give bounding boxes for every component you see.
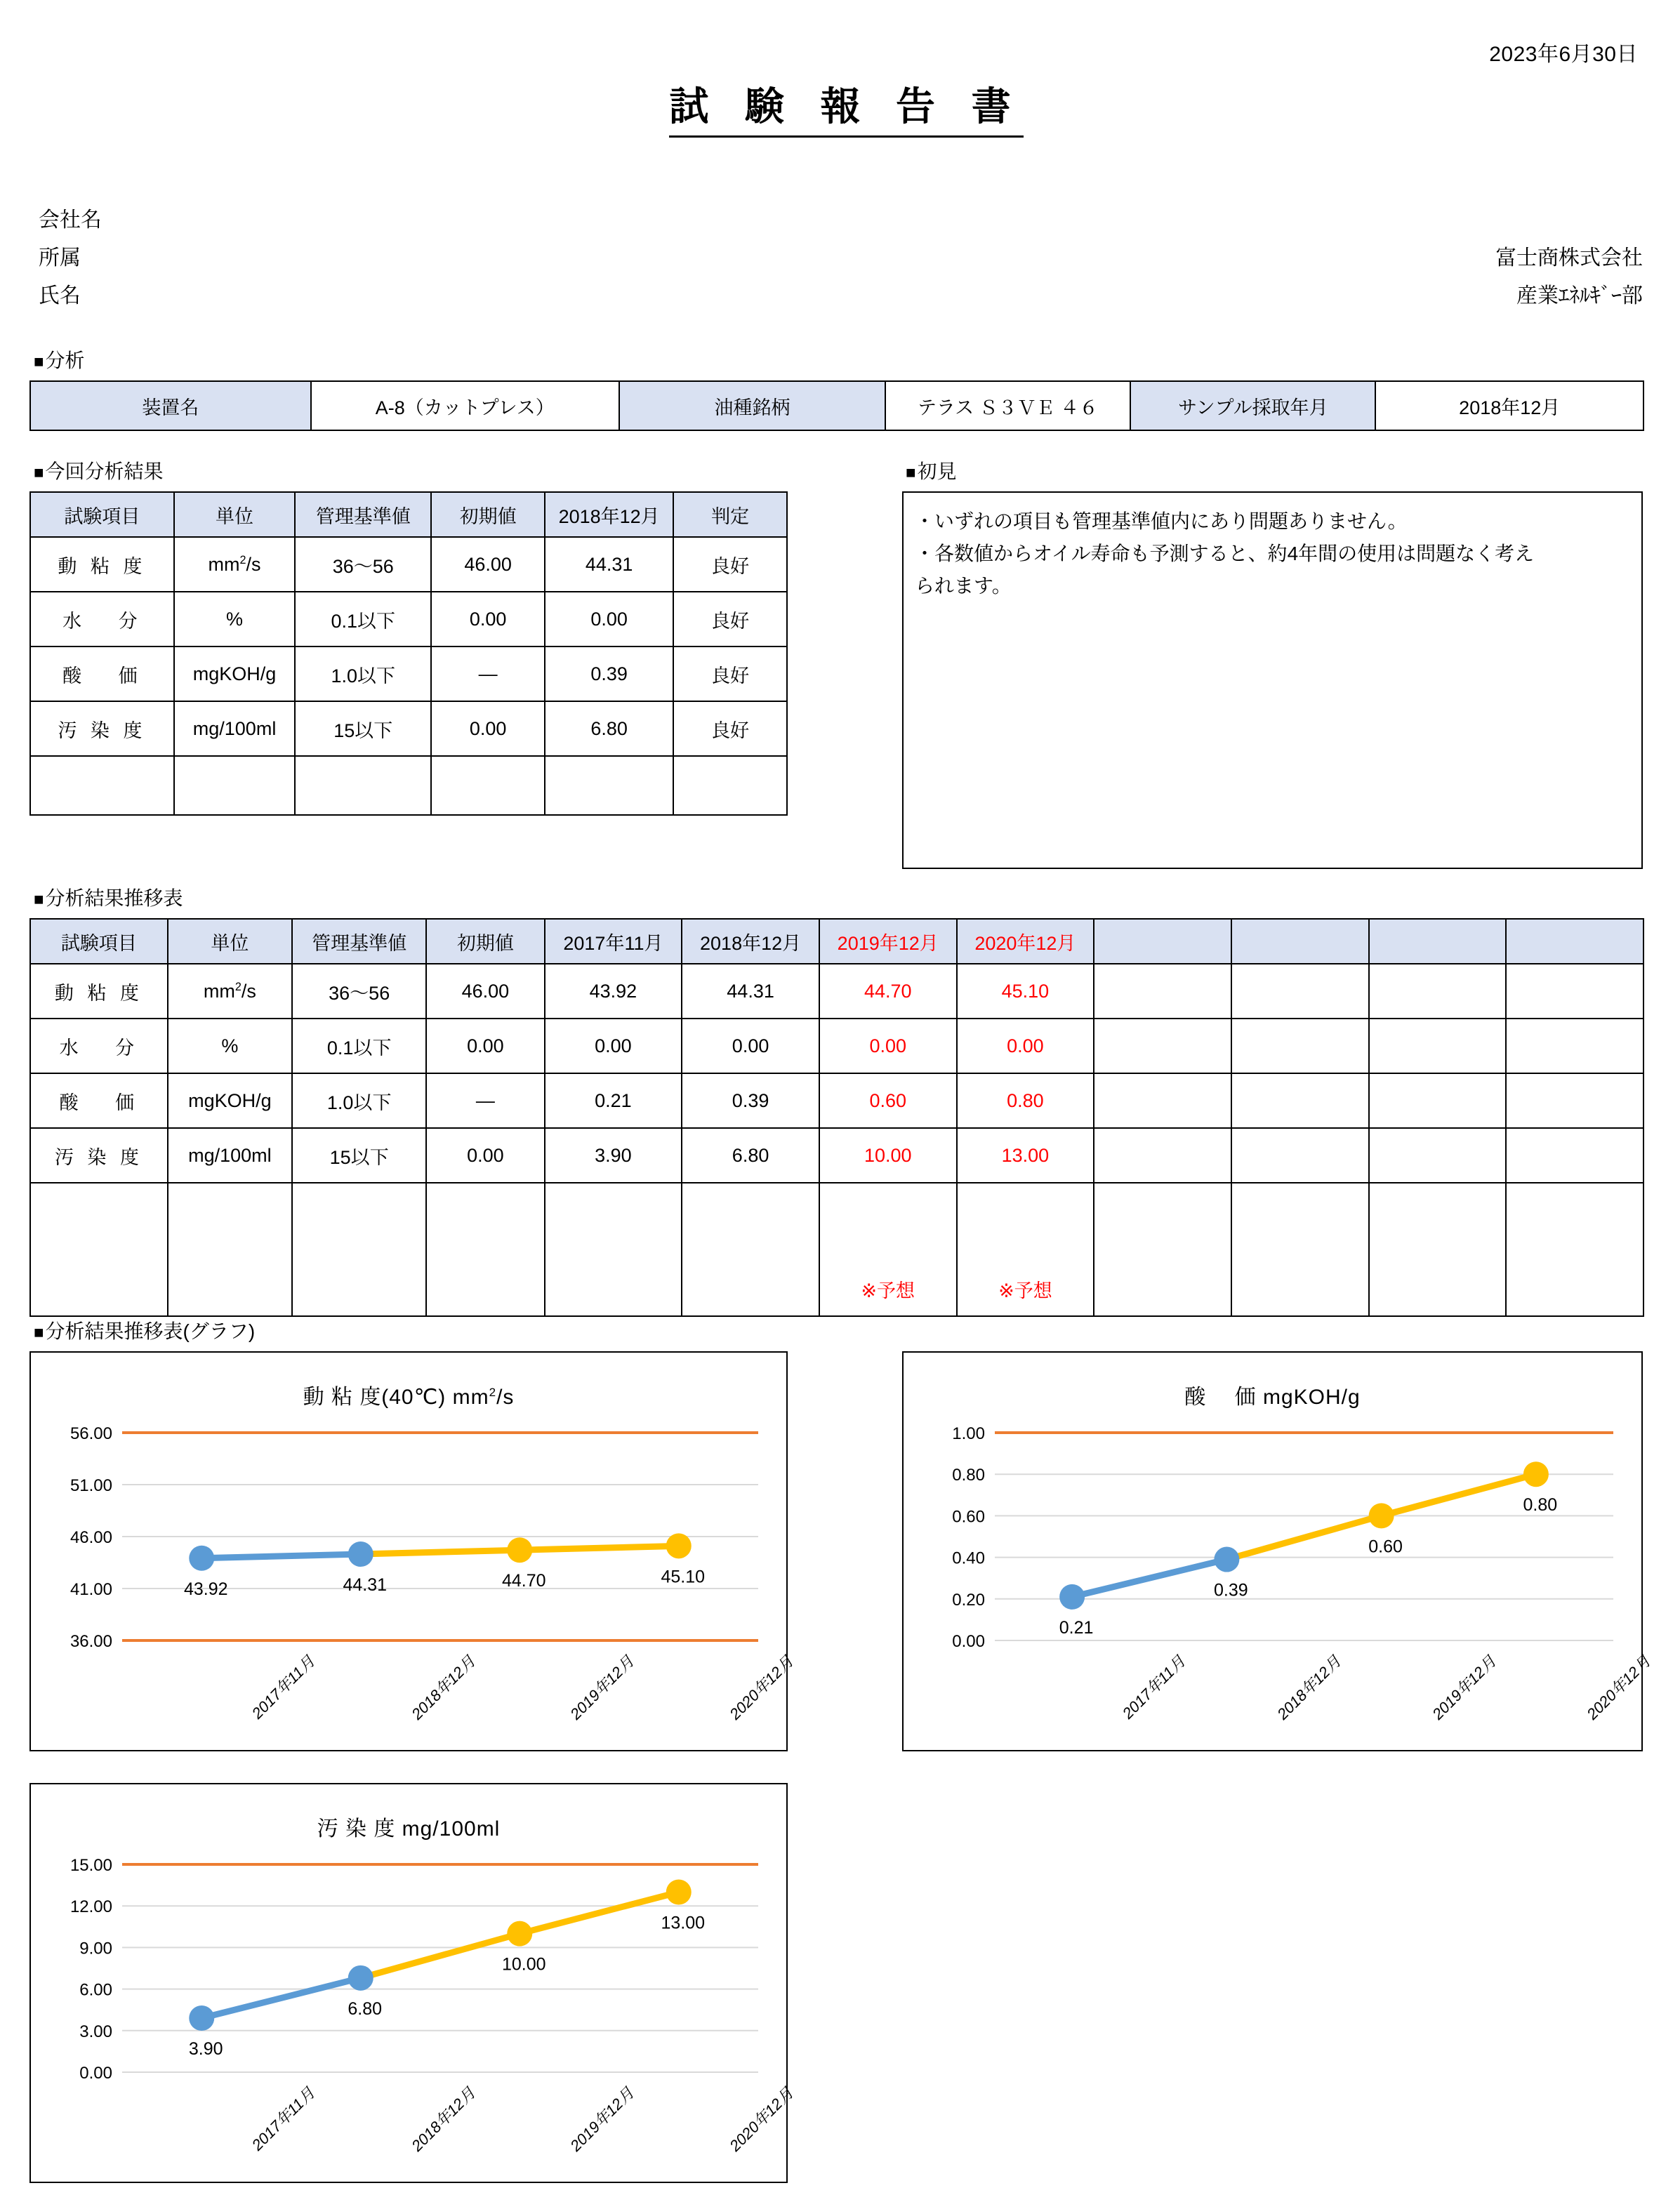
y-axis-tick-label: 41.00 [70, 1580, 112, 1599]
sample-label: サンプル採取年月 [1130, 381, 1375, 430]
x-axis-tick-label: 2017年11月 [1118, 1652, 1189, 1723]
col-header-2017-11: 2017年11月 [545, 919, 682, 964]
data-point-label: 0.39 [1214, 1580, 1248, 1600]
cell-2020-12: 0.00 [957, 1019, 1094, 1073]
data-point-label: 3.90 [188, 2039, 223, 2060]
company-label: 会社名 [39, 208, 102, 232]
data-point [1214, 1547, 1239, 1572]
cell-limit: 15以下 [292, 1128, 426, 1183]
cell-2019-12: 10.00 [819, 1128, 957, 1183]
y-axis-tick-label: 46.00 [70, 1528, 112, 1547]
col-header-item: 試験項目 [30, 492, 174, 537]
x-axis-tick-label: 2017年11月 [248, 2083, 319, 2154]
cell-limit: 0.1以下 [292, 1019, 426, 1073]
cell-2017-11: 43.92 [545, 964, 682, 1019]
party-row-name [39, 278, 1643, 316]
y-axis-tick-label: 0.20 [952, 1590, 985, 1610]
cell-limit: 15以下 [295, 701, 431, 756]
x-axis-tick-label: 2018年12月 [407, 2083, 479, 2155]
findings-line-3: られます。 [915, 575, 1012, 597]
table-row [30, 701, 787, 756]
col-header-unit: 単位 [174, 492, 295, 537]
table-header-row [30, 492, 787, 537]
cell-unit: % [174, 592, 295, 646]
cell-empty [1369, 1019, 1507, 1073]
y-axis-tick-label: 0.00 [79, 2064, 112, 2083]
x-axis-tick-label: 2017年11月 [248, 1652, 319, 1723]
col-header-initial: 初期値 [431, 492, 545, 537]
analysis-bar-table [29, 380, 1644, 431]
cell-2020-12: 45.10 [957, 964, 1094, 1019]
table-row [30, 1073, 1643, 1128]
data-point [348, 1965, 373, 1991]
cell-verdict: 良好 [673, 646, 787, 701]
section-heading-analysis: ■ 分析 [34, 345, 85, 373]
cell-item: 水 分 [30, 1019, 168, 1073]
section-heading-trend-graph: ■ 分析結果推移表(グラフ) [34, 1316, 255, 1344]
section-heading-current-result: ■ 今回分析結果 [34, 456, 164, 484]
y-axis-tick-label: 0.80 [952, 1466, 985, 1485]
data-point [1369, 1503, 1394, 1528]
cell-empty [1094, 1128, 1231, 1183]
y-axis-tick-label: 6.00 [79, 1980, 112, 2000]
cell-empty [1231, 1019, 1369, 1073]
series-line [361, 1550, 520, 1554]
cell-empty [1369, 1128, 1507, 1183]
party-block [39, 202, 1643, 316]
cell-limit: 36〜56 [292, 964, 426, 1019]
trend-table [29, 918, 1644, 1317]
cell-unit: % [168, 1019, 292, 1073]
name-label: 氏名 [39, 284, 81, 307]
col-header-empty-1 [1094, 919, 1231, 964]
device-value: A-8（カットプレス） [311, 381, 619, 430]
data-point [507, 1921, 532, 1947]
page-title-text: 試 験 報 告 書 [669, 84, 1023, 138]
table-row-spacer [30, 756, 787, 815]
cell-2018-12: 6.80 [682, 1128, 819, 1183]
col-header-empty-3 [1369, 919, 1507, 964]
y-axis-tick-label: 51.00 [70, 1476, 112, 1495]
document-date: 2023年6月30日 [1489, 43, 1638, 66]
series-line [201, 1554, 361, 1558]
chart-title-acid-value: 酸 価 mgKOH/g [1184, 1386, 1361, 1409]
col-header-item: 試験項目 [30, 919, 168, 964]
col-header-2020-12: 2020年12月 [957, 919, 1094, 964]
cell-empty [1094, 964, 1231, 1019]
x-axis-tick-label: 2019年12月 [567, 1652, 638, 1723]
series-line [1226, 1516, 1381, 1559]
cell-2019-12: 0.60 [819, 1073, 957, 1128]
data-point-label: 10.00 [501, 1954, 546, 1975]
chart-title-contamination: 汚 染 度 mg/100ml [317, 1817, 501, 1841]
cell-initial: 46.00 [426, 964, 544, 1019]
y-axis-tick-label: 9.00 [79, 1939, 112, 1958]
series-line [1072, 1560, 1226, 1597]
cell-limit: 1.0以下 [295, 646, 431, 701]
x-axis-tick-label: 2018年12月 [1274, 1652, 1345, 1723]
chart-title-sup: 2 [489, 1386, 497, 1399]
affiliation-value: 富士商株式会社 [1495, 246, 1643, 270]
cell-2018-12: 0.39 [682, 1073, 819, 1128]
table-row [30, 537, 787, 592]
table-row [30, 592, 787, 646]
y-axis-tick-label: 0.40 [952, 1549, 985, 1568]
findings-line-1: ・いずれの項目も管理基準値内にあり問題ありません。 [915, 510, 1408, 532]
cell-verdict: 良好 [673, 592, 787, 646]
data-point [666, 1533, 692, 1558]
plot-area-acid-value [904, 1423, 1654, 1725]
cell-2020-12: 13.00 [957, 1128, 1094, 1183]
cell-2018-12: 44.31 [545, 537, 673, 592]
data-point-label: 0.60 [1368, 1537, 1403, 1557]
table-row [30, 1128, 1643, 1183]
y-axis-tick-label: 3.00 [79, 2022, 112, 2041]
plot-svg-contamination [31, 1855, 786, 2156]
oil-value: テラス Ｓ３ＶＥ ４６ [885, 381, 1130, 430]
cell-empty [1231, 964, 1369, 1019]
data-point [348, 1541, 373, 1567]
x-axis-tick-label: 2020年12月 [1583, 1652, 1654, 1723]
cell-2018-12: 6.80 [545, 701, 673, 756]
cell-unit: $mm^2/s$ [168, 964, 292, 1019]
cell-item: 汚 染 度 [30, 1128, 168, 1183]
cell-empty [1369, 1073, 1507, 1128]
cell-2020-12: 0.80 [957, 1073, 1094, 1128]
findings-line-2: ・各数値からオイル寿命も予測すると、約4年間の使用は問題なく考え [915, 543, 1535, 564]
cell-2017-11: 0.00 [545, 1019, 682, 1073]
data-point [666, 1879, 692, 1904]
oil-label: 油種銘柄 [619, 381, 885, 430]
data-point-label: 43.92 [183, 1579, 228, 1599]
cell-empty [1506, 1128, 1643, 1183]
cell-initial: 0.00 [426, 1019, 544, 1073]
cell-verdict: 良好 [673, 701, 787, 756]
series-line [361, 1934, 520, 1978]
cell-2018-12: 0.39 [545, 646, 673, 701]
affiliation-label: 所属 [39, 246, 81, 270]
x-axis-tick-label: 2019年12月 [567, 2083, 638, 2155]
col-header-2019-12: 2019年12月 [819, 919, 957, 964]
data-point-label: 44.70 [501, 1571, 546, 1591]
x-axis-tick-label: 2020年12月 [725, 1652, 797, 1723]
cell-initial: 0.00 [426, 1128, 544, 1183]
y-axis-tick-label: 0.60 [952, 1507, 985, 1527]
col-header-2018-12: 2018年12月 [682, 919, 819, 964]
cell-2018-12: 0.00 [682, 1019, 819, 1073]
series-line [201, 1978, 361, 2018]
series-line [1382, 1474, 1536, 1516]
chart-viscosity [29, 1351, 797, 1751]
device-label: 装置名 [30, 381, 311, 430]
cell-unit: mg/100ml [174, 701, 295, 756]
cell-item: 汚 染 度 [30, 701, 174, 756]
cell-limit: 1.0以下 [292, 1073, 426, 1128]
forecast-note-2020: ※予想 [957, 1183, 1094, 1316]
chart-title-viscosity [31, 1379, 786, 1410]
col-header-limit: 管理基準値 [295, 492, 431, 537]
col-header-unit: 単位 [168, 919, 292, 964]
x-axis-tick-label: 2018年12月 [407, 1652, 479, 1723]
cell-2018-12: 44.31 [682, 964, 819, 1019]
cell-2017-11: 0.21 [545, 1073, 682, 1128]
col-header-limit: 管理基準値 [292, 919, 426, 964]
cell-empty [1506, 1019, 1643, 1073]
col-header-initial: 初期値 [426, 919, 544, 964]
y-axis-tick-label: 56.00 [70, 1424, 112, 1443]
cell-empty [1231, 1128, 1369, 1183]
table-row [30, 381, 1643, 430]
series-line [520, 1892, 679, 1933]
section-heading-trend-table: ■ 分析結果推移表 [34, 883, 183, 911]
findings-box [902, 491, 1643, 869]
table-row [30, 646, 787, 701]
x-axis-tick-label: 2019年12月 [1428, 1652, 1500, 1723]
x-axis-tick-label: 2020年12月 [725, 2083, 797, 2155]
data-point [507, 1537, 532, 1563]
forecast-note-2019: ※予想 [819, 1183, 957, 1316]
y-axis-tick-label: 15.00 [70, 1856, 112, 1875]
current-result-table [29, 491, 788, 816]
cell-limit: 0.1以下 [295, 592, 431, 646]
data-point-label: 6.80 [348, 1998, 383, 2019]
cell-2019-12: 44.70 [819, 964, 957, 1019]
name-value: 産業ｴﾈﾙｷﾞｰ部 [1516, 284, 1643, 307]
y-axis-tick-label: 12.00 [70, 1897, 112, 1917]
cell-initial: — [431, 646, 545, 701]
plot-svg-viscosity [31, 1423, 786, 1725]
chart-acid-value [902, 1351, 1654, 1751]
data-point [189, 1546, 214, 1571]
cell-empty [1506, 1073, 1643, 1128]
cell-item: 動 粘 度 [30, 964, 168, 1019]
cell-unit: mgKOH/g [174, 646, 295, 701]
cell-empty [1506, 964, 1643, 1019]
cell-empty [1094, 1073, 1231, 1128]
sample-value: 2018年12月 [1375, 381, 1643, 430]
col-header-verdict: 判定 [673, 492, 787, 537]
cell-empty [1231, 1073, 1369, 1128]
plot-area-viscosity [31, 1423, 797, 1725]
cell-initial: — [426, 1073, 544, 1128]
cell-limit: 36〜56 [295, 537, 431, 592]
y-axis-tick-label: 36.00 [70, 1632, 112, 1651]
chart-title-tail: /s [496, 1386, 515, 1409]
plot-svg-acid-value [904, 1423, 1641, 1725]
data-point-label: 45.10 [661, 1567, 706, 1587]
cell-2017-11: 3.90 [545, 1128, 682, 1183]
cell-2018-12: 0.00 [545, 592, 673, 646]
cell-item: 水 分 [30, 592, 174, 646]
chart-contamination [29, 1783, 797, 2183]
table-row [30, 1019, 1643, 1073]
party-row-company [39, 202, 1643, 240]
data-point-label: 0.80 [1523, 1495, 1558, 1516]
data-point [1523, 1461, 1549, 1487]
cell-initial: 46.00 [431, 537, 545, 592]
data-point [1059, 1584, 1085, 1610]
cell-item: 酸 価 [30, 646, 174, 701]
cell-verdict: 良好 [673, 537, 787, 592]
section-heading-findings: ■ 初見 [906, 456, 957, 484]
data-point [189, 2005, 214, 2031]
y-axis-tick-label: 0.00 [952, 1632, 985, 1651]
col-header-2018-12: 2018年12月 [545, 492, 673, 537]
data-point-label: 13.00 [661, 1913, 706, 1933]
cell-2019-12: 0.00 [819, 1019, 957, 1073]
page-title [0, 76, 1680, 132]
series-line [520, 1546, 679, 1550]
table-row [30, 964, 1643, 1019]
col-header-empty-4 [1506, 919, 1643, 964]
chart-title-text: 動 粘 度(40℃) mm [303, 1386, 489, 1409]
cell-initial: 0.00 [431, 592, 545, 646]
cell-unit: mgKOH/g [168, 1073, 292, 1128]
cell-empty [1369, 964, 1507, 1019]
table-row-forecast-note [30, 1183, 1643, 1316]
y-axis-tick-label: 1.00 [952, 1424, 985, 1443]
cell-item: 酸 価 [30, 1073, 168, 1128]
cell-item: 動 粘 度 [30, 537, 174, 592]
party-row-affiliation [39, 240, 1643, 278]
cell-unit: mg/100ml [168, 1128, 292, 1183]
data-point-label: 0.21 [1059, 1617, 1094, 1638]
cell-unit: $mm^2/s$ [174, 537, 295, 592]
cell-initial: 0.00 [431, 701, 545, 756]
table-header-row [30, 919, 1643, 964]
cell-empty [1094, 1019, 1231, 1073]
col-header-empty-2 [1231, 919, 1369, 964]
data-point-label: 44.31 [343, 1575, 388, 1596]
plot-area-contamination [31, 1855, 797, 2156]
